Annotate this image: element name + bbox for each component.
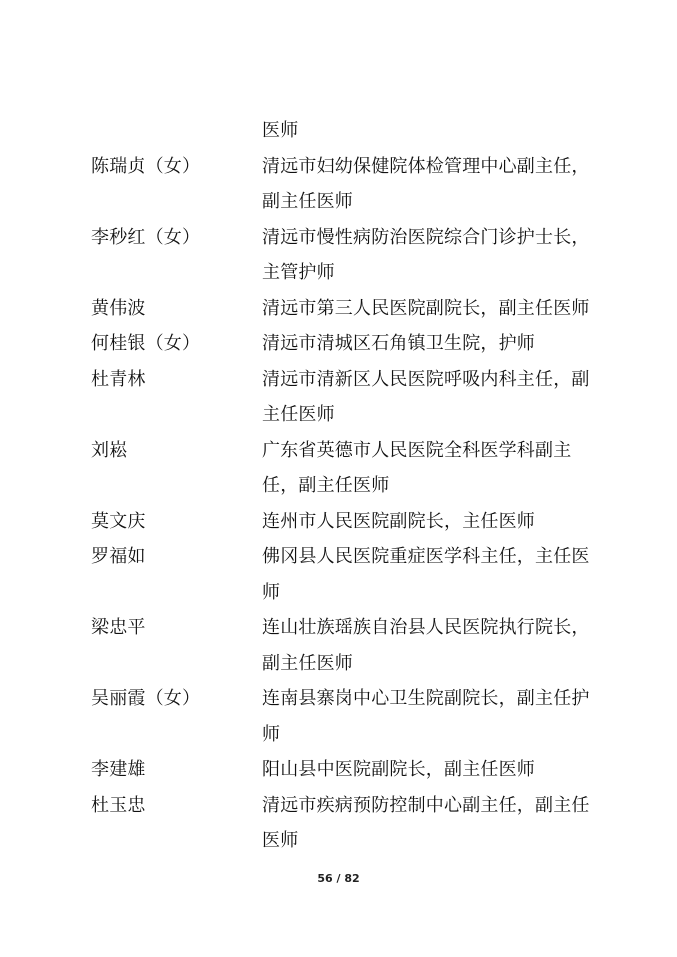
entry-description-line: 师 <box>262 582 281 603</box>
entry-description-line: 副主任医师 <box>262 191 353 212</box>
entry-name: 李秒红（女） <box>91 227 201 248</box>
entry-name: 何桂银（女） <box>91 333 201 354</box>
entry-name: 杜玉忠 <box>91 795 146 816</box>
entry-description-line: 主管护师 <box>262 262 335 283</box>
entry-description-line: 副主任医师 <box>262 653 353 674</box>
entry-description-line: 连州市人民医院副院长，主任医师 <box>262 511 535 532</box>
entry-description-line: 医师 <box>262 830 299 851</box>
entry-name: 杜青林 <box>91 369 146 390</box>
entry-description-line: 清远市清新区人民医院呼吸内科主任，副 <box>262 369 590 390</box>
entry-description-line: 阳山县中医院副院长，副主任医师 <box>262 759 535 780</box>
entry-name: 陈瑞贞（女） <box>91 156 201 177</box>
entry-description-line: 连南县寨岗中心卫生院副院长，副主任护 <box>262 688 590 709</box>
entry-description-line: 连山壮族瑶族自治县人民医院执行院长， <box>262 617 590 638</box>
entry-name: 吴丽霞（女） <box>91 688 201 709</box>
entry-name: 梁忠平 <box>91 617 146 638</box>
entry-description-line: 清远市第三人民医院副院长，副主任医师 <box>262 298 590 319</box>
entry-description-line: 任，副主任医师 <box>262 475 390 496</box>
entry-name: 刘崧 <box>91 440 128 461</box>
entry-name: 李建雄 <box>91 759 146 780</box>
entry-name: 莫文庆 <box>91 511 146 532</box>
continuation-line: 医师 <box>262 120 299 141</box>
entry-name: 罗福如 <box>91 546 146 567</box>
entry-description-line: 清远市清城区石角镇卫生院，护师 <box>262 333 535 354</box>
entry-description-line: 清远市疾病预防控制中心副主任，副主任 <box>262 795 590 816</box>
entry-name: 黄伟波 <box>91 298 146 319</box>
entry-description-line: 师 <box>262 724 281 745</box>
entry-description-line: 清远市妇幼保健院体检管理中心副主任， <box>262 156 590 177</box>
entry-description-line: 清远市慢性病防治医院综合门诊护士长， <box>262 227 590 248</box>
entry-description-line: 广东省英德市人民医院全科医学科副主 <box>262 440 572 461</box>
entry-description-line: 主任医师 <box>262 404 335 425</box>
entry-description-line: 佛冈县人民医院重症医学科主任，主任医 <box>262 546 590 567</box>
page-number: 56 / 82 <box>317 872 360 885</box>
